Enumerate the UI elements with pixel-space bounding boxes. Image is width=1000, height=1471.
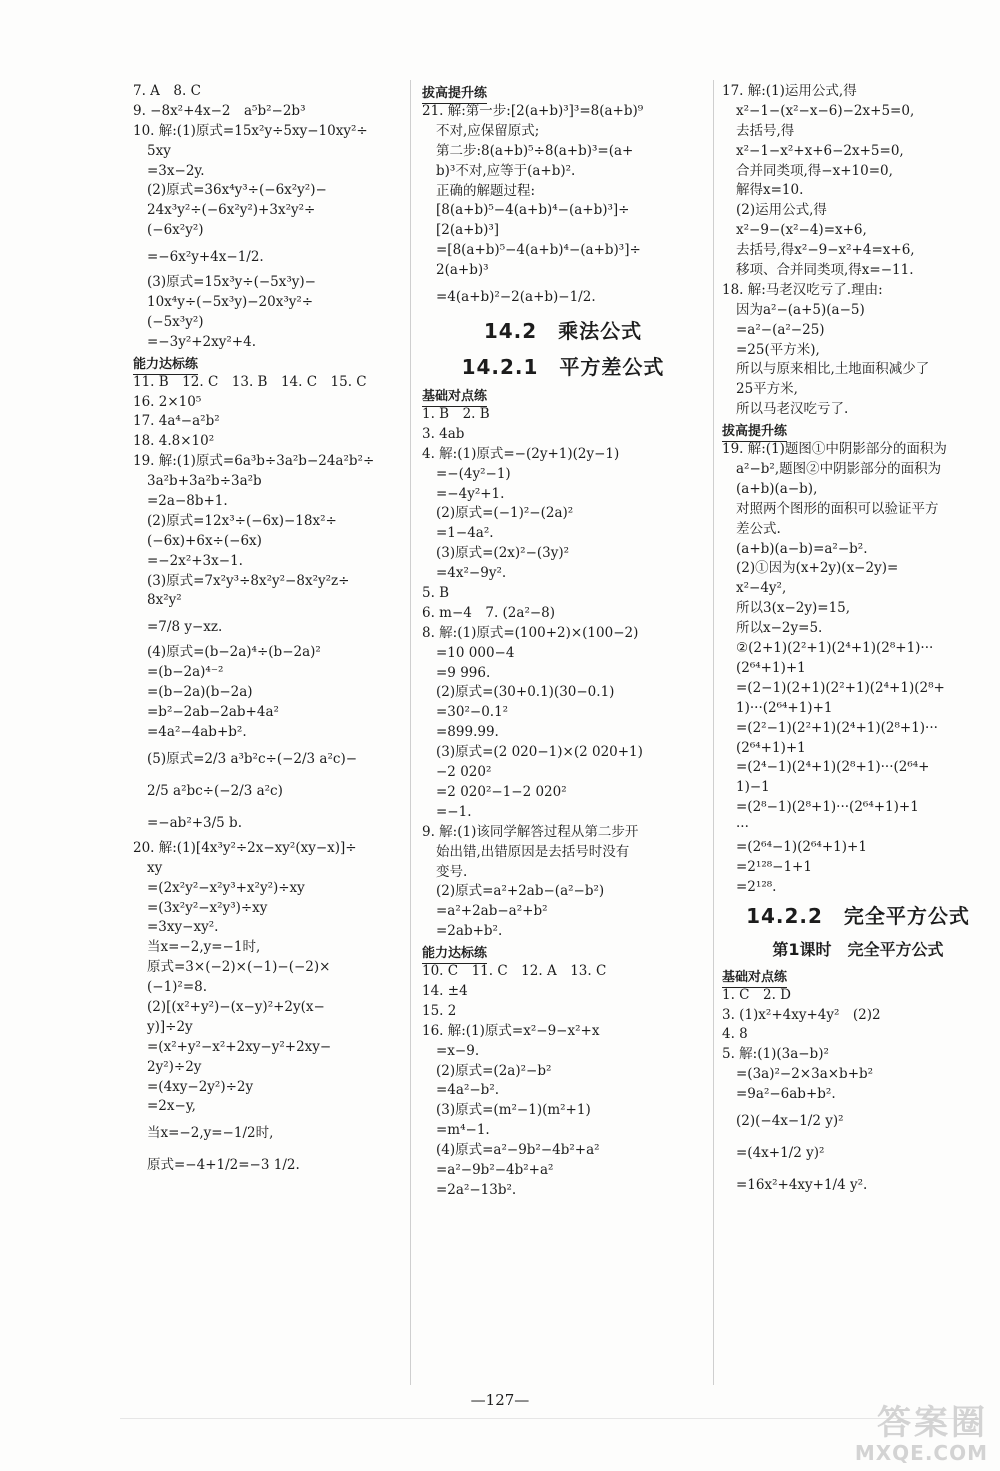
answer-line: =−(4y²−1) xyxy=(436,465,511,482)
answer-line: x²−9−(x²−4)=x+6, xyxy=(736,222,867,239)
answer-line: 所以3(x−2y)=15, xyxy=(736,600,851,617)
answer-line: =m⁴−1. xyxy=(436,1122,490,1139)
chapter-heading: 14.2.1 平方差公式 xyxy=(461,355,665,380)
answer-line: (2)运用公式,得 xyxy=(736,202,827,219)
answer-line: 差公式. xyxy=(736,520,781,537)
section-heading-label: 能力达标练 xyxy=(133,356,198,375)
answer-line: =2a²−13b². xyxy=(436,1181,517,1198)
answer-line: 18. 解:马老汉吃亏了.理由: xyxy=(722,281,883,298)
answer-line: 15. 2 xyxy=(422,1002,457,1019)
answer-line: =1−4a². xyxy=(436,525,494,542)
answer-line: 正确的解题过程: xyxy=(436,182,536,199)
answer-column-left xyxy=(133,82,399,1181)
answer-line: (3)原式=15x³y÷(−5x³y)− xyxy=(147,274,316,291)
answer-line: 去括号,得 xyxy=(736,122,795,139)
answer-line: (2)原式=36x⁴y³÷(−6x²y²)− xyxy=(147,182,327,199)
answer-line: 7. A 8. C xyxy=(133,83,201,99)
answer-line: =2x−y, xyxy=(147,1098,196,1115)
answer-line: 1. B 2. B xyxy=(422,406,490,423)
section-heading-label: 拔高提升练 xyxy=(422,85,487,104)
answer-line: 因为a²−(a+5)(a−5) xyxy=(736,301,865,318)
answer-line: 对照两个图形的面积可以验证平方 xyxy=(736,500,939,517)
answer-line: =899.99. xyxy=(436,724,499,741)
answer-line: =2a−8b+1. xyxy=(147,493,228,510)
answer-line: (3)原式=(m²−1)(m²+1) xyxy=(436,1102,591,1119)
answer-line: =2ab+b². xyxy=(436,923,503,940)
answer-line: 1)···(2⁶⁴+1)+1 xyxy=(736,699,833,716)
answer-line: (2)原式=(30+0.1)(30−0.1) xyxy=(436,684,615,701)
answer-line: y)]÷2y xyxy=(147,1018,193,1035)
answer-line: =2¹²⁸−1+1 xyxy=(736,858,812,875)
watermark-domain: MXQE.COM xyxy=(854,1441,988,1465)
answer-line: 去括号,得x²−9−x²+4=x+6, xyxy=(736,242,915,259)
footer-rule xyxy=(120,1418,980,1419)
answer-line: (2⁶⁴+1)+1 xyxy=(736,739,806,756)
answer-line: =30²−0.1² xyxy=(436,704,509,721)
answer-line: 8. 解:(1)原式=(100+2)×(100−2) xyxy=(422,624,639,641)
answer-line: 所以马老汉吃亏了. xyxy=(736,401,849,418)
answer-line: 解得x=10. xyxy=(736,182,804,199)
answer-line: (2⁶⁴+1)+1 xyxy=(736,659,806,676)
answer-line: 24x³y²÷(−6x²y²)+3x²y²÷ xyxy=(147,202,316,219)
answer-line: 当x=−2,y=−1时, xyxy=(147,939,261,956)
answer-line: 所以x−2y=5. xyxy=(736,620,823,637)
answer-line: (2)(−4x−1/2 y)² xyxy=(736,1112,844,1129)
answer-line: =16x²+4xy+1/4 y². xyxy=(736,1176,868,1193)
answer-line: =9 996. xyxy=(436,664,491,681)
answer-line: (a+b)(a−b), xyxy=(736,480,818,497)
answer-line: 4. 解:(1)原式=−(2y+1)(2y−1) xyxy=(422,445,620,462)
watermark-brand: 答案圈 xyxy=(877,1403,988,1443)
answer-line: 19. 解:(1)原式=6a³b÷3a²b−24a²b²÷ xyxy=(133,453,375,470)
answer-line: x²−1−x²+x+6−2x+5=0, xyxy=(736,142,904,159)
answer-column-middle xyxy=(422,82,704,1201)
answer-line: 2/5 a²bc÷(−2/3 a²c) xyxy=(147,782,283,799)
answer-line: 所以与原来相比,土地面积减少了 xyxy=(736,361,930,378)
section-heading xyxy=(422,385,704,405)
answer-line: (5)原式=2/3 a³b²c÷(−2/3 a²c)− xyxy=(147,750,358,767)
answer-line: 1. C 2. D xyxy=(722,986,791,1003)
answer-line: x²−4y², xyxy=(736,580,787,597)
answer-line: =(3x²y²−x²y³)÷xy xyxy=(147,899,268,916)
section-heading xyxy=(133,353,399,373)
answer-line: =(3a)²−2×3a×b+b² xyxy=(736,1066,874,1083)
answer-line: 6. m−4 7. (2a²−8) xyxy=(422,604,556,621)
answer-line: 变号. xyxy=(436,863,468,880)
answer-line: (2)原式=a²+2ab−(a²−b²) xyxy=(436,883,605,900)
answer-line: =a²−(a²−25) xyxy=(736,321,825,338)
answer-line: 5xy xyxy=(147,142,171,159)
answer-line: =(4x+1/2 y)² xyxy=(736,1144,825,1161)
answer-line: =b²−2ab−2ab+4a² xyxy=(147,704,279,721)
answer-line: 20. 解:(1)[4x³y²÷2x−xy²(xy−x)]÷ xyxy=(133,839,357,856)
watermark xyxy=(855,1404,988,1464)
answer-line: =3x−2y. xyxy=(147,162,205,179)
answer-line: (3)原式=(2x)²−(3y)² xyxy=(436,545,570,562)
answer-line: =25(平方米), xyxy=(736,341,820,358)
answer-line: 4. 8 xyxy=(722,1026,748,1043)
answer-line: 原式=−4+1/2=−3 1/2. xyxy=(147,1157,300,1174)
answer-line: =(2⁶⁴−1)(2⁶⁴+1)+1 xyxy=(736,838,867,855)
answer-line: 14. ±4 xyxy=(422,982,468,999)
answer-line: 3. 4ab xyxy=(422,425,465,442)
answer-line: =4a²−4ab+b². xyxy=(147,723,247,740)
answer-line: (−5x³y²) xyxy=(147,313,204,330)
answer-line: =4a²−b². xyxy=(436,1082,500,1099)
answer-line: 17. 4a⁴−a²b² xyxy=(133,413,220,430)
chapter-heading: 14.2.2 完全平方公式 xyxy=(746,903,970,928)
answer-line: 当x=−2,y=−1/2时, xyxy=(147,1125,274,1142)
answer-line: 16. 2×10⁵ xyxy=(133,393,202,410)
answer-line: 9. 解:(1)该同学解答过程从第二步开 xyxy=(422,823,639,840)
answer-line: b)³不对,应等于(a+b)². xyxy=(436,162,576,179)
answer-line: 16. 解:(1)原式=x²−9−x²+x xyxy=(422,1022,600,1039)
answer-line: (−1)²=8. xyxy=(147,979,208,996)
answer-line: =(4xy−2y²)÷2y xyxy=(147,1078,254,1095)
answer-line: (2)①因为(x+2y)(x−2y)= xyxy=(736,560,899,577)
answer-line: =2 020²−1−2 020² xyxy=(436,783,567,800)
answer-line: (4)原式=a²−9b²−4b²+a² xyxy=(436,1142,600,1159)
column-divider-1 xyxy=(410,80,411,1385)
section-heading-label: 基础对点练 xyxy=(722,969,787,988)
answer-line: 10. C 11. C 12. A 13. C xyxy=(422,963,607,980)
answer-line: =−4y²+1. xyxy=(436,485,505,502)
answer-column-right xyxy=(722,82,994,1201)
answer-line: =3xy−xy². xyxy=(147,919,219,936)
answer-line: ··· xyxy=(736,819,749,836)
answer-line: 8x²y² xyxy=(147,592,182,609)
answer-line: (−6x²y²) xyxy=(147,222,204,239)
answer-line: 10. 解:(1)原式=15x²y÷5xy−10xy²÷ xyxy=(133,122,368,139)
answer-line: 10x⁴y÷(−5x³y)−20x³y²÷ xyxy=(147,294,314,311)
answer-line: x²−1−(x²−x−6)−2x+5=0, xyxy=(736,102,915,119)
column-divider-2 xyxy=(713,80,714,1385)
answer-line: 2(a+b)³ xyxy=(436,262,489,279)
answer-line: 2y²)÷2y xyxy=(147,1058,202,1075)
answer-line: =9a²−6ab+b². xyxy=(736,1086,836,1103)
answer-line: 第二步:8(a+b)⁵÷8(a+b)³=(a+ xyxy=(436,142,634,159)
answer-line: −2 020² xyxy=(436,764,492,781)
chapter-heading: 14.2 乘法公式 xyxy=(483,319,643,344)
page-number: —127— xyxy=(470,1391,530,1409)
section-heading-label: 拔高提升练 xyxy=(722,423,787,442)
answer-line: =x−9. xyxy=(436,1042,480,1059)
answer-line: =(2⁴−1)(2⁴+1)(2⁸+1)···(2⁶⁴+ xyxy=(736,759,930,776)
answer-line: =4x²−9y². xyxy=(436,565,507,582)
answer-line: =(2²−1)(2²+1)(2⁴+1)(2⁸+1)··· xyxy=(736,719,938,736)
answer-line: 17. 解:(1)运用公式,得 xyxy=(722,83,857,99)
answer-line: 5. B xyxy=(422,585,450,602)
answer-line: 3a²b+3a²b÷3a²b xyxy=(147,473,262,490)
section-heading-label: 能力达标练 xyxy=(422,945,487,964)
answer-line: 原式=3×(−2)×(−1)−(−2)× xyxy=(147,959,331,976)
answer-line: =[8(a+b)⁵−4(a+b)⁴−(a+b)³]÷ xyxy=(436,242,641,259)
answer-line: =(x²+y²−x²+2xy−y²+2xy− xyxy=(147,1038,332,1055)
answer-line: (4)原式=(b−2a)⁴÷(b−2a)² xyxy=(147,644,321,661)
answer-line: (a+b)(a−b)=a²−b². xyxy=(736,540,868,557)
answer-line: =−6x²y+4x−1/2. xyxy=(147,249,264,266)
answer-line: 3. (1)x²+4xy+4y² (2)2 xyxy=(722,1006,881,1023)
answer-line: 25平方米, xyxy=(736,381,798,398)
answer-line: [8(a+b)⁵−4(a+b)⁴−(a+b)³]÷ xyxy=(436,202,630,219)
answer-line: [2(a+b)³] xyxy=(436,222,500,239)
answer-line: xy xyxy=(147,859,163,876)
answer-line: 合并同类项,得−x+10=0, xyxy=(736,162,893,179)
section-heading xyxy=(722,420,994,440)
answer-line: 19. 解:(1)题图①中阴影部分的面积为 xyxy=(722,441,947,458)
answer-line: 11. B 12. C 13. B 14. C 15. C xyxy=(133,373,367,390)
answer-line: 1)−1 xyxy=(736,779,770,796)
answer-line: 始出错,出错原因是去括号时没有 xyxy=(436,843,630,860)
answer-line: =(2⁸−1)(2⁸+1)···(2⁶⁴+1)+1 xyxy=(736,799,919,816)
answer-line: (2)原式=(2a)²−b² xyxy=(436,1062,552,1079)
answer-line: =(b−2a)(b−2a) xyxy=(147,684,253,701)
answer-line: a²−b²,题图②中阴影部分的面积为 xyxy=(736,461,942,478)
answer-line: 21. 解:第一步:[2(a+b)³]³=8(a+b)⁹ xyxy=(422,103,644,119)
answer-line: (2)原式=(−1)²−(2a)² xyxy=(436,505,574,522)
answer-line: (−6x)+6x÷(−6x) xyxy=(147,532,262,549)
answer-line: =7/8 y−xz. xyxy=(147,619,223,636)
answer-line: 9. −8x²+4x−2 a⁵b²−2b³ xyxy=(133,102,306,119)
answer-line: =(2x²y²−x²y³+x²y²)÷xy xyxy=(147,879,305,896)
answer-line: (2)[(x²+y²)−(x−y)²+2y(x− xyxy=(147,998,325,1015)
answer-line: 18. 4.8×10² xyxy=(133,433,215,450)
answer-line: ②(2+1)(2²+1)(2⁴+1)(2⁸+1)··· xyxy=(736,640,934,657)
answer-line: =(b−2a)⁴⁻² xyxy=(147,664,224,681)
section-heading-label: 基础对点练 xyxy=(422,388,487,407)
answer-line: =−ab²+3/5 b. xyxy=(147,814,242,831)
answer-line: =2¹²⁸. xyxy=(736,878,777,895)
answer-line: =4(a+b)²−2(a+b)−1/2. xyxy=(436,289,596,306)
answer-line: =10 000−4 xyxy=(436,644,515,661)
answer-line: =−3y²+2xy²+4. xyxy=(147,333,256,350)
section-heading xyxy=(722,966,994,986)
answer-line: =a²−9b²−4b²+a² xyxy=(436,1161,554,1178)
section-heading xyxy=(422,942,704,962)
answer-line: (3)原式=7x²y³÷8x²y²−8x²y²z÷ xyxy=(147,572,350,589)
lesson-heading: 第1课时 完全平方公式 xyxy=(772,939,944,959)
section-heading xyxy=(422,82,704,102)
answer-line: =a²+2ab−a²+b² xyxy=(436,903,548,920)
answer-line: =−2x²+3x−1. xyxy=(147,552,243,569)
answer-line: =(2−1)(2+1)(2²+1)(2⁴+1)(2⁸+ xyxy=(736,679,945,696)
answer-line: =−1. xyxy=(436,803,472,820)
answer-line: 移项、合并同类项,得x=−11. xyxy=(736,262,914,279)
answer-line: (3)原式=(2 020−1)×(2 020+1) xyxy=(436,744,643,761)
answer-line: 5. 解:(1)(3a−b)² xyxy=(722,1046,829,1063)
answer-line: (2)原式=12x³÷(−6x)−18x²÷ xyxy=(147,512,337,529)
answer-line: 不对,应保留原式; xyxy=(436,122,540,139)
